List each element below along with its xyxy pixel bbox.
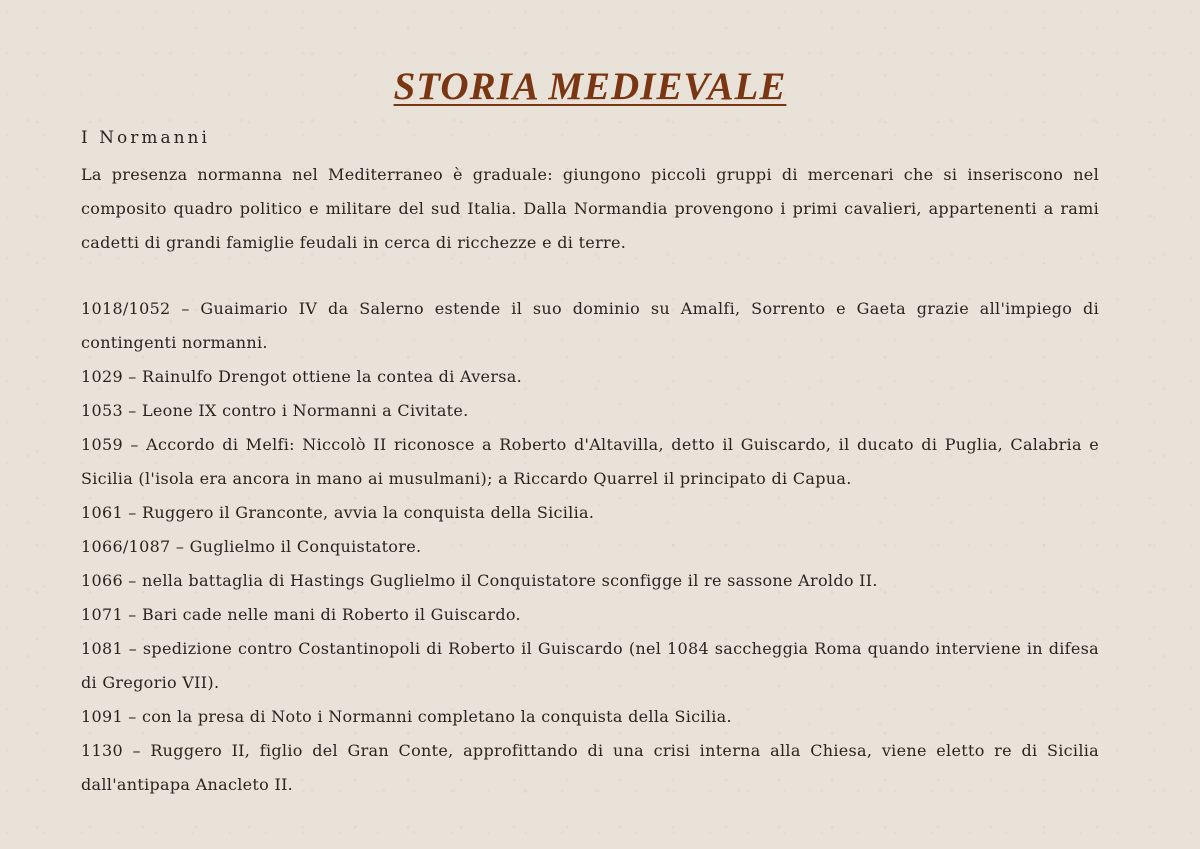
page-title: STORIA MEDIEVALE [393, 65, 787, 108]
timeline-entry: 1071 – Bari cade nelle mani di Roberto il Guiscardo. [81, 605, 521, 624]
timeline-entry: 1066 – nella battaglia di Hastings Guglielmo il Conquistatore sconfigge il re sassone Aroldo II. [81, 571, 878, 590]
timeline-entry: 1029 – Rainulfo Drengot ottiene la contea di Aversa. [81, 367, 523, 386]
paragraph-gap [81, 260, 1099, 292]
document-page [81, 62, 1099, 802]
section-title: I Normanni [81, 128, 210, 148]
timeline-entry: 1059 – Accordo di Melfi: Niccolò II riconosce a Roberto d'Altavilla, detto il Guiscardo, il ducato di Puglia, Calabria e Sicilia (l'isola era ancora in mano ai musulmani); a Riccardo Quarrel il principato di Capua. [81, 435, 1099, 488]
timeline-entry: 1066/1087 – Guglielmo il Conquistatore. [81, 537, 422, 556]
intro-paragraph: La presenza normanna nel Mediterraneo è graduale: giungono piccoli gruppi di mercenari che si inseriscono nel composito quadro politico e militare del sud Italia. Dalla Normandia provengono i primi cavalieri, appartenenti a rami cadetti di grandi famiglie feudali in cerca di ricchezze e di terre. [81, 165, 1099, 252]
timeline-entry: 1091 – con la presa di Noto i Normanni completano la conquista della Sicilia. [81, 707, 732, 726]
timeline-entry: 1061 – Ruggero il Granconte, avvia la conquista della Sicilia. [81, 503, 595, 522]
timeline-entry: 1130 – Ruggero II, figlio del Gran Conte, approfittando di una crisi interna alla Chiesa, viene eletto re di Sicilia dall'antipapa Anacleto II. [81, 741, 1099, 794]
timeline-entry: 1053 – Leone IX contro i Normanni a Civitate. [81, 401, 469, 420]
timeline-list [81, 292, 1099, 802]
timeline-entry: 1081 – spedizione contro Costantinopoli di Roberto il Guiscardo (nel 1084 saccheggia Roma quando interviene in difesa di Gregorio VII). [81, 639, 1099, 692]
timeline-entry: 1018/1052 – Guaimario IV da Salerno estende il suo dominio su Amalfi, Sorrento e Gaeta grazie all'impiego di contingenti normanni. [81, 299, 1099, 352]
